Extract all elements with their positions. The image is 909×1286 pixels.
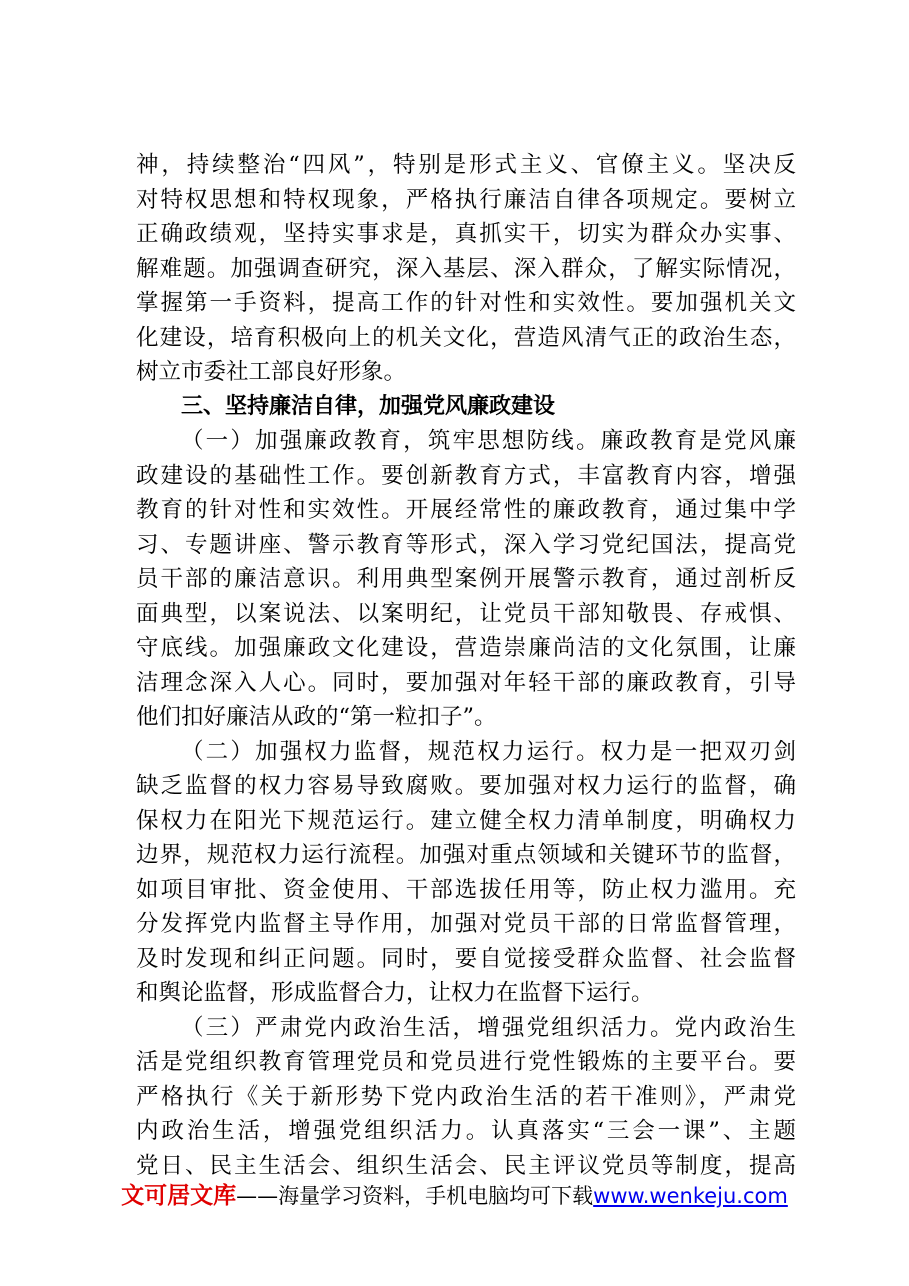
body-line: 如项目审批、资金使用、干部选拔任用等，防止权力滥用。充 (136, 876, 796, 903)
body-line: 面典型，以案说法、以案明纪，让党员干部知敬畏、存戒惧、 (136, 600, 796, 627)
body-line: 神，持续整治“四风”，特别是形式主义、官僚主义。坚决反 (136, 152, 796, 178)
body-line: 守底线。加强廉政文化建设，营造崇廉尚洁的文化氛围，让廉 (136, 635, 796, 661)
paragraph-first-line: （三）严肃党内政治生活，增强党组织活力。党内政治生 (181, 1014, 796, 1041)
body-line: 党日、民主生活会、组织生活会、民主评议党员等制度，提高 (136, 1152, 796, 1179)
body-line: 员干部的廉洁意识。利用典型案例开展警示教育，通过剖析反 (136, 566, 796, 592)
body-line: 洁理念深入人心。同时，要加强对年轻干部的廉政教育，引导 (136, 669, 796, 696)
body-line: 树立市委社工部良好形象。 (136, 359, 407, 385)
body-line: 内政治生活，增强党组织活力。认真落实“三会一课”、主题 (136, 1118, 796, 1144)
body-line: 解难题。加强调查研究，深入基层、深入群众，了解实际情况， (136, 255, 796, 282)
body-line: 及时发现和纠正问题。同时，要自觉接受群众监督、社会监督 (136, 945, 796, 972)
body-line: 掌握第一手资料，提高工作的针对性和实效性。要加强机关文 (136, 290, 796, 316)
body-line: 严格执行《关于新形势下党内政治生活的若干准则》，严肃党 (136, 1083, 796, 1110)
body-line: 化建设，培育积极向上的机关文化，营造风清气正的政治生态， (136, 324, 796, 351)
section-heading: 三、坚持廉洁自律，加强党风廉政建设 (181, 393, 556, 419)
body-line: 边界，规范权力运行流程。加强对重点领域和关键环节的监督， (136, 842, 796, 868)
body-line: 政建设的基础性工作。要创新教育方式，丰富教育内容，增强 (136, 462, 796, 489)
document-body (136, 148, 796, 1183)
footer-brand: 文可居文库 (121, 1183, 237, 1209)
body-line: 对特权思想和特权现象，严格执行廉洁自律各项规定。要树立 (136, 186, 796, 213)
body-line: 分发挥党内监督主导作用，加强对党员干部的日常监督管理， (136, 911, 796, 937)
body-line: 缺乏监督的权力容易导致腐败。要加强对权力运行的监督，确 (136, 773, 796, 799)
body-line: 活是党组织教育管理党员和党员进行党性锻炼的主要平台。要 (136, 1049, 796, 1075)
body-line: 习、专题讲座、警示教育等形式，深入学习党纪国法，提高党 (136, 531, 796, 558)
body-line: 和舆论监督，形成监督合力，让权力在监督下运行。 (136, 980, 654, 1006)
body-line: 保权力在阳光下规范运行。建立健全权力清单制度，明确权力 (136, 807, 796, 834)
paragraph-first-line: （一）加强廉政教育，筑牢思想防线。廉政教育是党风廉 (181, 428, 796, 454)
body-line: 教育的针对性和实效性。开展经常性的廉政教育，通过集中学 (136, 497, 796, 523)
footer-tagline: ——海量学习资料，手机电脑均可下载 (236, 1184, 594, 1208)
paragraph-first-line: （二）加强权力监督，规范权力运行。权力是一把双刃剑 (181, 738, 796, 765)
body-line: 正确政绩观，坚持实事求是，真抓实干，切实为群众办实事、 (136, 221, 796, 247)
footer-website-link[interactable]: www.wenkeju.com (593, 1184, 788, 1208)
footer-banner (0, 1178, 909, 1214)
body-line: 他们扣好廉洁从政的“第一粒扣子”。 (136, 704, 497, 730)
